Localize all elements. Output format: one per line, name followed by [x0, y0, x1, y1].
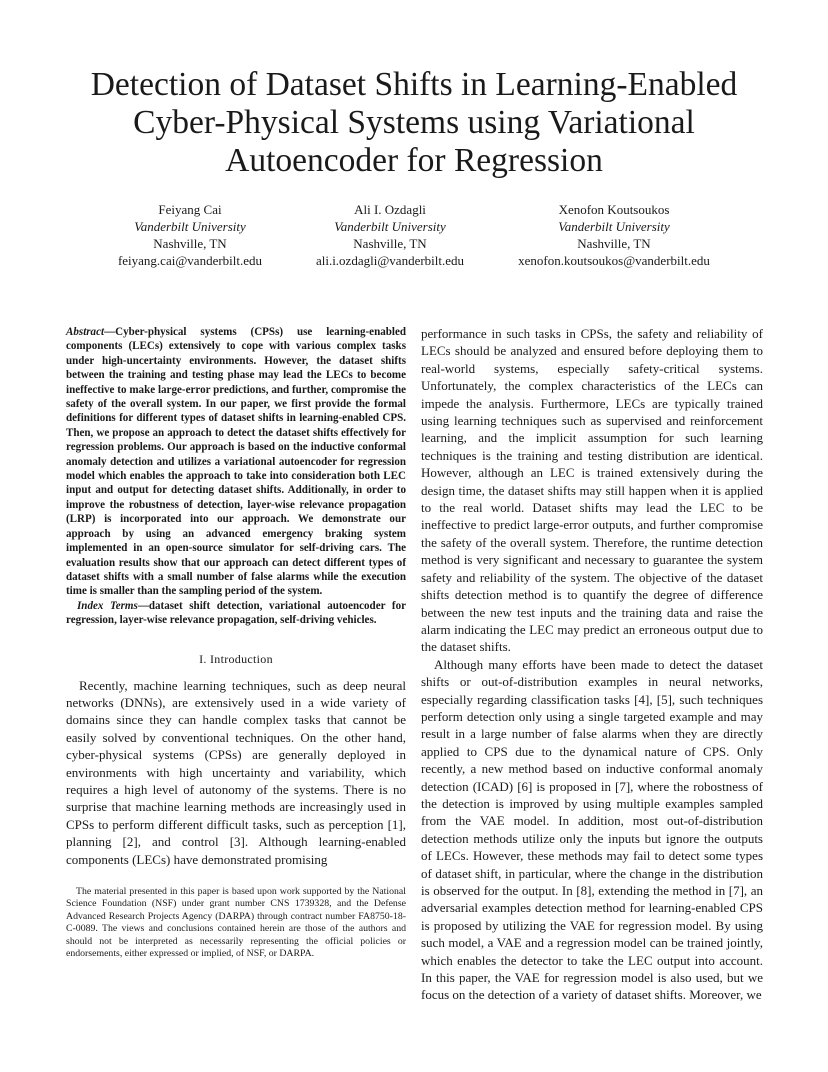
- title-line-3: Autoencoder for Regression: [225, 142, 603, 179]
- author-email: xenofon.koutsoukos@vanderbilt.edu: [518, 253, 710, 268]
- author-affiliation: Vanderbilt University: [334, 219, 446, 234]
- abstract-text: —Cyber-physical systems (CPSs) use learning-enabled components (LECs) extensively to cope with various complex tasks under high-uncertainty environments. However, the dataset shifts between the training and testing phase may lead the LECs to become ineffective to make large-error predictions, and further, compromise the safety of the overall system. In our paper, we first provide the formal definitions for different types of dataset shifts in learning-enabled CPS. Then, we propose an approach to detect the dataset shifts effectively for regression problems. Our approach is based on the inductive conformal anomaly detection and utilizes a variational autoencoder for regression model which enables the approach to take into consideration both LEC input and output for detecting dataset shifts. Additionally, in order to improve the robustness of detection, layer-wise relevance propagation (LRP) is incorporated into our approach. We demonstrate our approach by using an advanced emergency braking system implemented in an open-source simulator for self-driving cars. The evaluation results show that our approach can detect different types of dataset shifts with a small number of false alarms while the execution time is smaller than the sampling period of the system.: [66, 326, 406, 598]
- author-location: Nashville, TN: [153, 236, 227, 251]
- intro-paragraph: Recently, machine learning techniques, such as deep neural networks (DNNs), are extensively used in a wide variety of domains since they can handle complex tasks that cannot be easily solved by conventional techniques. On the other hand, cyber-physical systems (CPSs) are generally deployed in environments with high uncertainty and variability, which requires a high level of autonomy of the systems. There is no surprise that machine learning methods are increasingly used in CPSs to perform different difficult tasks, such as perception [1], planning [2], and control [3]. Although learning-enabled components (LECs) have demonstrated promising: [66, 677, 406, 867]
- author-location: Nashville, TN: [353, 236, 427, 251]
- left-column: [66, 325, 406, 868]
- right-column: [421, 325, 763, 1004]
- author-email: ali.i.ozdagli@vanderbilt.edu: [315, 253, 465, 268]
- index-terms-label: Index Terms: [77, 599, 138, 612]
- abstract-label: Abstract: [66, 326, 105, 338]
- index-terms-text: —dataset shift detection, variational autoencoder for regression, layer-wise relevance propagation, self-driving vehicles.: [66, 599, 407, 627]
- body-paragraph-2: Although many efforts have been made to detect the dataset shifts or out-of-distribution examples in neural networks, especially regarding classification tasks [4], [5], such techniques perform detection only using a single targeted example and may result in a large number of false alarms when they are directly applied to CPS due to the dynamical nature of CPS. Only recently, a new method based on inductive conformal anomaly detection (ICAD) [6] is proposed in [7], where the robostness of the detection is improved by using multiple examples sampled from the VAE model. In addition, most out-of-distribution detection methods utilize only the inputs but ignore the outputs of LECs. However, these methods may fail to detect some types of dataset shift, in particular, where the change in the distribution is observed for the output. In [8], extending the method in [7], an adversarial examples detection method for learning-enabled CPS is proposed by utilizing the VAE for regression model. By using such model, a VAE and a regression model can be trained jointly, which enables the detector to take the LEC output into account. In this paper, the VAE for regression model is also used, but we focus on the detection of a variety of dataset shifts. Moreover, we: [421, 656, 763, 1003]
- abstract: [66, 325, 406, 599]
- index-terms: [66, 599, 406, 628]
- author-affiliation: Vanderbilt University: [558, 219, 670, 234]
- author-email: feiyang.cai@vanderbilt.edu: [117, 253, 263, 268]
- paper-title: [60, 66, 768, 180]
- author-name: Ali I. Ozdagli: [354, 202, 426, 217]
- section-heading: I. Introduction: [199, 651, 273, 666]
- author-block-2: [270, 201, 510, 269]
- author-block-3: [494, 201, 734, 269]
- body-paragraph-1: performance in such tasks in CPSs, the safety and reliability of LECs should be analyzed and ensured before deploying them to real-world systems, especially safety-critical systems. Unfortunately, the complex characteristics of the LECs can impede the analysis. Furthermore, LECs are typically trained using learning techniques such as supervised and reinforcement learning, and the implicit assumption for such learning techniques is the training and testing distribution are identical. However, although an LEC is trained extensively during the design time, the dataset shifts may still happen when it is applied to the real world. Dataset shifts may lead the LEC to be ineffective to predict large-error outputs, and further compromise the safety of the overall system. Therefore, the runtime detection method is very significant and necessary to guarantee the system safety and reliability of the system. The objective of the dataset shifts detection method is to quantify the degree of difference between the new test inputs and the training data and raise the alarm indicating the LEC may predict an erroneous output due to the dataset shifts.: [421, 326, 763, 655]
- author-name: Xenofon Koutsoukos: [558, 202, 670, 217]
- author-affiliation: Vanderbilt University: [134, 219, 246, 234]
- author-name: Feiyang Cai: [158, 202, 222, 217]
- footnote: The material presented in this paper is based upon work supported by the National Science Foundation (NSF) under grant number CNS 1739328, and the Defense Advanced Research Projects Agency (DARPA) through contract number FA8750-18-C-0089. The views and conclusions contained herein are those of the authors and should not be interpreted as necessarily representing the official policies or endorsements, either expressed or implied, of NSF, or DARPA.: [66, 886, 406, 960]
- author-location: Nashville, TN: [577, 236, 651, 251]
- title-line-1: Detection of Dataset Shifts in Learning-Enabled: [90, 66, 738, 103]
- title-line-2: Cyber-Physical Systems using Variational: [133, 104, 695, 141]
